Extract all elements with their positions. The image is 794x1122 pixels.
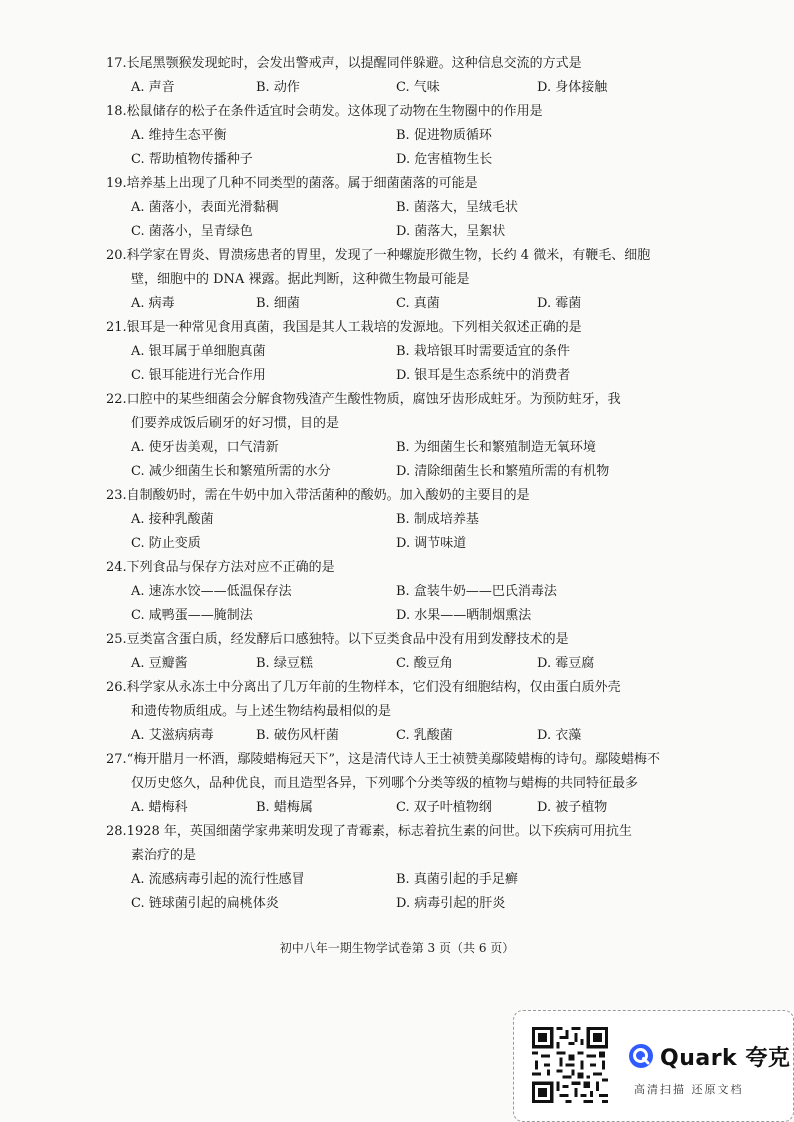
option-a: A. 流感病毒引起的流行性感冒	[131, 872, 305, 887]
option-b: B. 细菌	[256, 296, 300, 311]
question-stem: 25.豆类富含蛋白质，经发酵后口感独特。以下豆类食品中没有用到发酵技术的是	[106, 632, 569, 647]
option-b: B. 破伤风杆菌	[256, 728, 339, 743]
question-stem: 们要养成饭后刷牙的好习惯，目的是	[131, 416, 340, 431]
option-c: C. 双子叶植物纲	[396, 800, 492, 815]
option-b: B. 促进物质循环	[396, 128, 492, 143]
option-b: B. 绿豆糕	[256, 656, 313, 671]
quark-tagline: 高清扫描 还原文档	[634, 1083, 744, 1096]
option-c: C. 防止变质	[131, 536, 201, 551]
option-a: A. 艾滋病病毒	[131, 728, 214, 743]
question-stem: 28.1928 年，英国细菌学家弗莱明发现了青霉素，标志着抗生素的问世。以下疾病可用抗生	[106, 824, 632, 839]
question-stem: 24.下列食品与保存方法对应不正确的是	[106, 560, 335, 575]
page-footer: 初中八年一期生物学试卷第 3 页（共 6 页）	[279, 941, 515, 955]
question-stem: 26.科学家从永冻土中分离出了几万年前的生物样本，它们没有细胞结构，仅由蛋白质外壳	[106, 680, 621, 695]
option-b: B. 动作	[256, 80, 300, 95]
option-c: C. 乳酸菌	[396, 728, 453, 743]
question-stem: 22.口腔中的某些细菌会分解食物残渣产生酸性物质，腐蚀牙齿形成蛀牙。为预防蛀牙，我	[106, 392, 621, 407]
option-d: D. 身体接触	[537, 80, 608, 95]
question-stem: 素治疗的是	[131, 848, 197, 863]
option-b: B. 菌落大，呈绒毛状	[396, 200, 518, 215]
option-d: D. 霉豆腐	[537, 656, 595, 671]
option-c: C. 咸鸭蛋——腌制法	[131, 608, 253, 623]
quark-brand	[628, 1041, 790, 1071]
option-a: A. 接种乳酸菌	[131, 512, 214, 527]
option-a: A. 银耳属于单细胞真菌	[131, 344, 266, 359]
option-b: B. 真菌引起的手足癣	[396, 872, 518, 887]
option-a: A. 病毒	[131, 296, 175, 311]
question-stem: 19.培养基上出现了几种不同类型的菌落。属于细菌菌落的可能是	[106, 176, 478, 191]
qr-code-icon	[532, 1027, 608, 1103]
quark-logo-icon	[628, 1043, 654, 1069]
question-stem: 20.科学家在胃炎、胃溃疡患者的胃里，发现了一种螺旋形微生物，长约 4 微米，有鞭毛、细胞	[106, 248, 651, 263]
option-d: D. 衣藻	[537, 728, 582, 743]
option-a: A. 菌落小，表面光滑黏稠	[131, 200, 279, 215]
option-d: D. 调节味道	[396, 536, 467, 551]
option-c: C. 帮助植物传播种子	[131, 152, 253, 167]
option-a: A. 维持生态平衡	[131, 128, 227, 143]
option-d: D. 危害植物生长	[396, 152, 493, 167]
question-stem: 18.松鼠储存的松子在条件适宜时会萌发。这体现了动物在生物圈中的作用是	[106, 104, 543, 119]
question-stem: 和遗传物质组成。与上述生物结构最相似的是	[131, 704, 392, 719]
option-d: D. 病毒引起的肝炎	[396, 896, 506, 911]
option-a: A. 速冻水饺——低温保存法	[131, 584, 292, 599]
question-stem: 21.银耳是一种常见食用真菌，我国是其人工栽培的发源地。下列相关叙述正确的是	[106, 320, 582, 335]
option-a: A. 使牙齿美观，口气清新	[131, 440, 279, 455]
question-stem: 23.自制酸奶时，需在牛奶中加入带活菌种的酸奶。加入酸奶的主要目的是	[106, 488, 530, 503]
option-c: C. 菌落小，呈青绿色	[131, 224, 253, 239]
option-c: C. 酸豆角	[396, 656, 453, 671]
option-d: D. 银耳是生态系统中的消费者	[396, 368, 571, 383]
option-d: D. 清除细菌生长和繁殖所需的有机物	[396, 464, 610, 479]
quark-watermark[interactable]	[513, 1010, 794, 1122]
option-a: A. 蜡梅科	[131, 800, 188, 815]
option-a: A. 豆瓣酱	[131, 656, 188, 671]
option-c: C. 减少细菌生长和繁殖所需的水分	[131, 464, 331, 479]
option-d: D. 菌落大，呈絮状	[396, 224, 506, 239]
option-c: C. 真菌	[396, 296, 440, 311]
option-d: D. 水果——晒制烟熏法	[396, 608, 532, 623]
option-c: C. 链球菌引起的扁桃体炎	[131, 896, 279, 911]
option-d: D. 霉菌	[537, 296, 582, 311]
option-b: B. 蜡梅属	[256, 800, 313, 815]
question-stem: 仅历史悠久，品种优良，而且造型各异，下列哪个分类等级的植物与蜡梅的共同特征最多	[131, 776, 639, 791]
option-b: B. 盒装牛奶——巴氏消毒法	[396, 584, 557, 599]
quark-brand-name: Quark 夸克	[660, 1045, 791, 1071]
option-b: B. 制成培养基	[396, 512, 479, 527]
option-c: C. 银耳能进行光合作用	[131, 368, 266, 383]
option-c: C. 气味	[396, 80, 440, 95]
option-b: B. 栽培银耳时需要适宜的条件	[396, 344, 570, 359]
question-stem: 27.“梅开腊月一杯酒，鄢陵蜡梅冠天下”，这是清代诗人王士祯赞美鄢陵蜡梅的诗句。鄢陵蜡梅不	[106, 752, 660, 767]
option-d: D. 被子植物	[537, 800, 608, 815]
question-stem: 17.长尾黑颚猴发现蛇时，会发出警戒声，以提醒同伴躲避。这种信息交流的方式是	[106, 56, 582, 71]
option-b: B. 为细菌生长和繁殖制造无氧环境	[396, 440, 596, 455]
option-a: A. 声音	[131, 80, 175, 95]
question-stem: 壁，细胞中的 DNA 裸露。据此判断，这种微生物最可能是	[131, 272, 470, 287]
